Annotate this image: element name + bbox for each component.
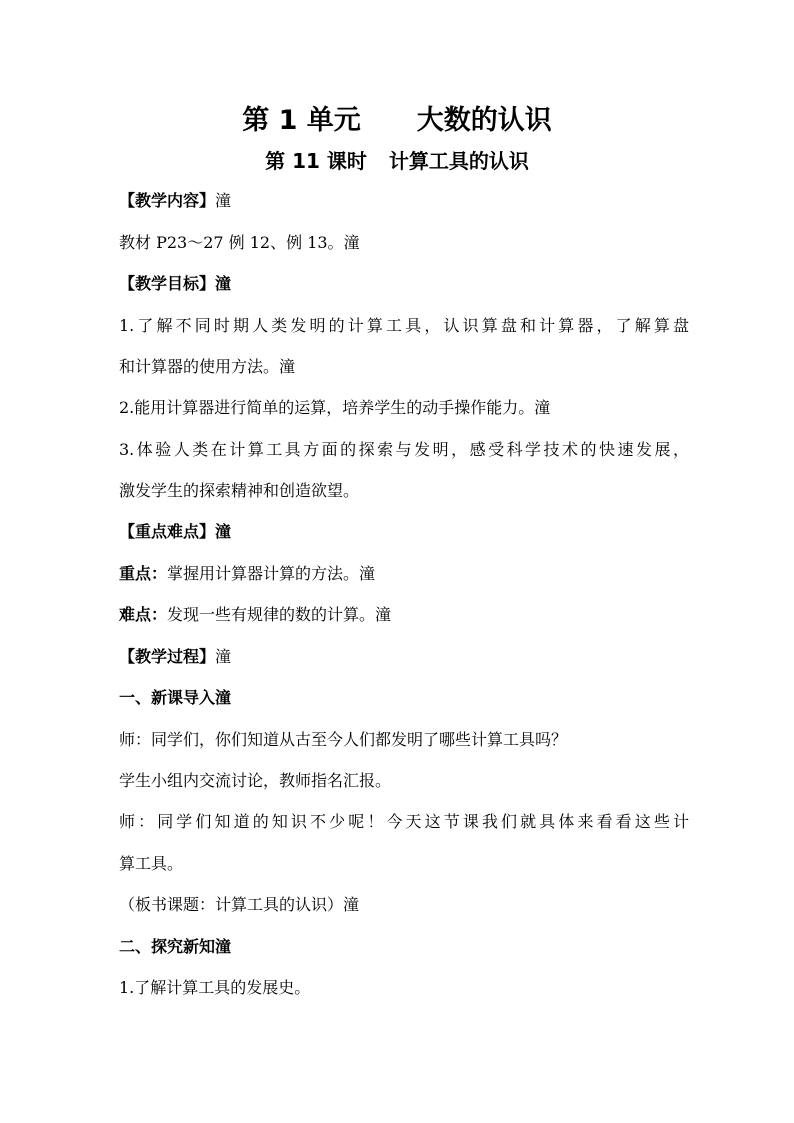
goal-1-line-1: 1.了解不同时期人类发明的计算工具，认识算盘和计算器，了解算盘 bbox=[119, 316, 689, 335]
teaching-content-heading: 【教学内容】潼 bbox=[119, 191, 232, 210]
unit-title bbox=[0, 98, 794, 137]
goal-3-line-1: 3.体验人类在计算工具方面的探索与发明，感受科学技术的快速发展， bbox=[119, 440, 689, 459]
lesson-topic: 计算工具的认识 bbox=[388, 149, 529, 173]
lesson-number: 第 11 课时 bbox=[265, 149, 367, 173]
step-1: 1.了解计算工具的发展史。 bbox=[119, 978, 311, 997]
part-1-heading: 一、新课导入潼 bbox=[119, 688, 232, 707]
teaching-content-text: 教材 P23～27 例 12、例 13。潼 bbox=[119, 233, 360, 252]
goal-2: 2.能用计算器进行简单的运算，培养学生的动手操作能力。潼 bbox=[119, 398, 551, 417]
part-2-heading: 二、探究新知潼 bbox=[119, 937, 232, 956]
difficult-point-label: 难点： bbox=[119, 605, 168, 624]
key-points-heading: 【重点难点】潼 bbox=[119, 522, 232, 541]
student-discussion: 学生小组内交流讨论，教师指名汇报。 bbox=[119, 771, 392, 790]
unit-topic: 大数的认识 bbox=[416, 105, 552, 136]
lesson-title bbox=[0, 145, 794, 174]
teacher-question-1: 师：同学们，你们知道从古至今人们都发明了哪些计算工具吗？ bbox=[119, 730, 568, 749]
unit-number: 第 1 单元 bbox=[242, 105, 361, 136]
goal-1-line-2: 和计算器的使用方法。潼 bbox=[119, 357, 296, 376]
board-title-note: （板书课题：计算工具的认识）潼 bbox=[119, 895, 360, 914]
teacher-remark-line-1: 师：同学们知道的知识不少呢！今天这节课我们就具体来看看这些计 bbox=[119, 812, 689, 831]
teacher-remark-line-2: 算工具。 bbox=[119, 854, 184, 873]
difficult-point: 难点：发现一些有规律的数的计算。潼 bbox=[119, 605, 392, 624]
teaching-goals-heading: 【教学目标】潼 bbox=[119, 274, 232, 293]
key-point-label: 重点： bbox=[119, 564, 168, 583]
key-point: 重点：掌握用计算器计算的方法。潼 bbox=[119, 564, 376, 583]
goal-3-line-2: 激发学生的探索精神和创造欲望。 bbox=[119, 481, 360, 500]
teaching-process-heading: 【教学过程】潼 bbox=[119, 647, 232, 666]
